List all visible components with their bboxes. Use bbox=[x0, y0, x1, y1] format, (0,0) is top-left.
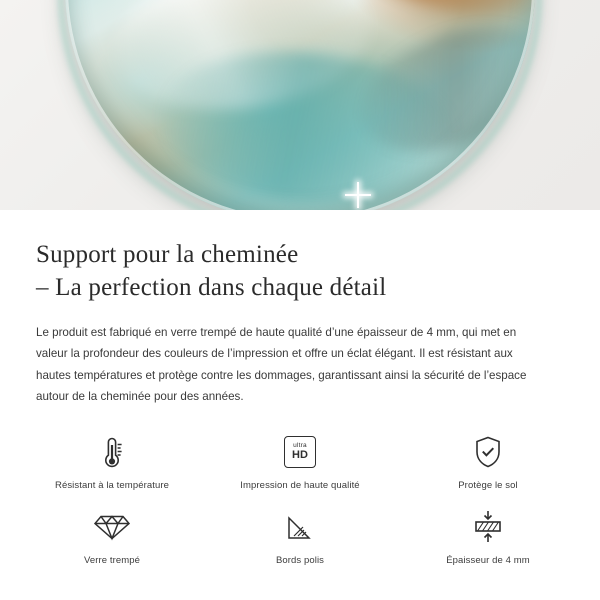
page-title-line-1: Support pour la cheminée bbox=[36, 241, 299, 268]
feature-item-tempered-glass bbox=[18, 505, 206, 566]
polished-edges-icon bbox=[283, 505, 317, 549]
ultra-hd-icon bbox=[284, 430, 316, 474]
feature-grid bbox=[0, 430, 600, 566]
page-title-line-2: – La perfection dans chaque détail bbox=[36, 274, 387, 301]
ultra-hd-badge-bottom: HD bbox=[292, 449, 308, 461]
feature-label: Impression de haute qualité bbox=[240, 479, 360, 491]
feature-item-print-quality bbox=[206, 430, 394, 491]
hero-image bbox=[0, 0, 600, 210]
thermometer-icon bbox=[95, 430, 129, 474]
feature-label: Bords polis bbox=[275, 554, 325, 566]
feature-item-polished-edges bbox=[206, 505, 394, 566]
shield-check-icon bbox=[471, 430, 505, 474]
page-title bbox=[36, 238, 564, 304]
feature-label: Verre trempé bbox=[83, 554, 141, 566]
feature-item-temperature bbox=[18, 430, 206, 491]
feature-label: Résistant à la température bbox=[54, 479, 170, 491]
feature-item-thickness bbox=[394, 505, 582, 566]
feature-label: Épaisseur de 4 mm bbox=[446, 554, 530, 566]
feature-item-floor-protection bbox=[394, 430, 582, 491]
ultra-hd-badge-top: ultra bbox=[293, 441, 307, 449]
diamond-icon bbox=[93, 505, 131, 549]
thickness-arrows-icon bbox=[468, 505, 508, 549]
content-block bbox=[0, 210, 600, 408]
feature-label: Protège le sol bbox=[458, 479, 518, 491]
product-description-text: Le produit est fabriqué en verre trempé de haute qualité d’une épaisseur de 4 mm, qui met en valeur la profondeur des couleurs de l’impression et offre un éclat élégant. Il est résistant aux hautes températures et protège contre les dommages, garantissant ainsi la sécurité de l’espace autour de la cheminée pour des années. bbox=[36, 326, 527, 404]
